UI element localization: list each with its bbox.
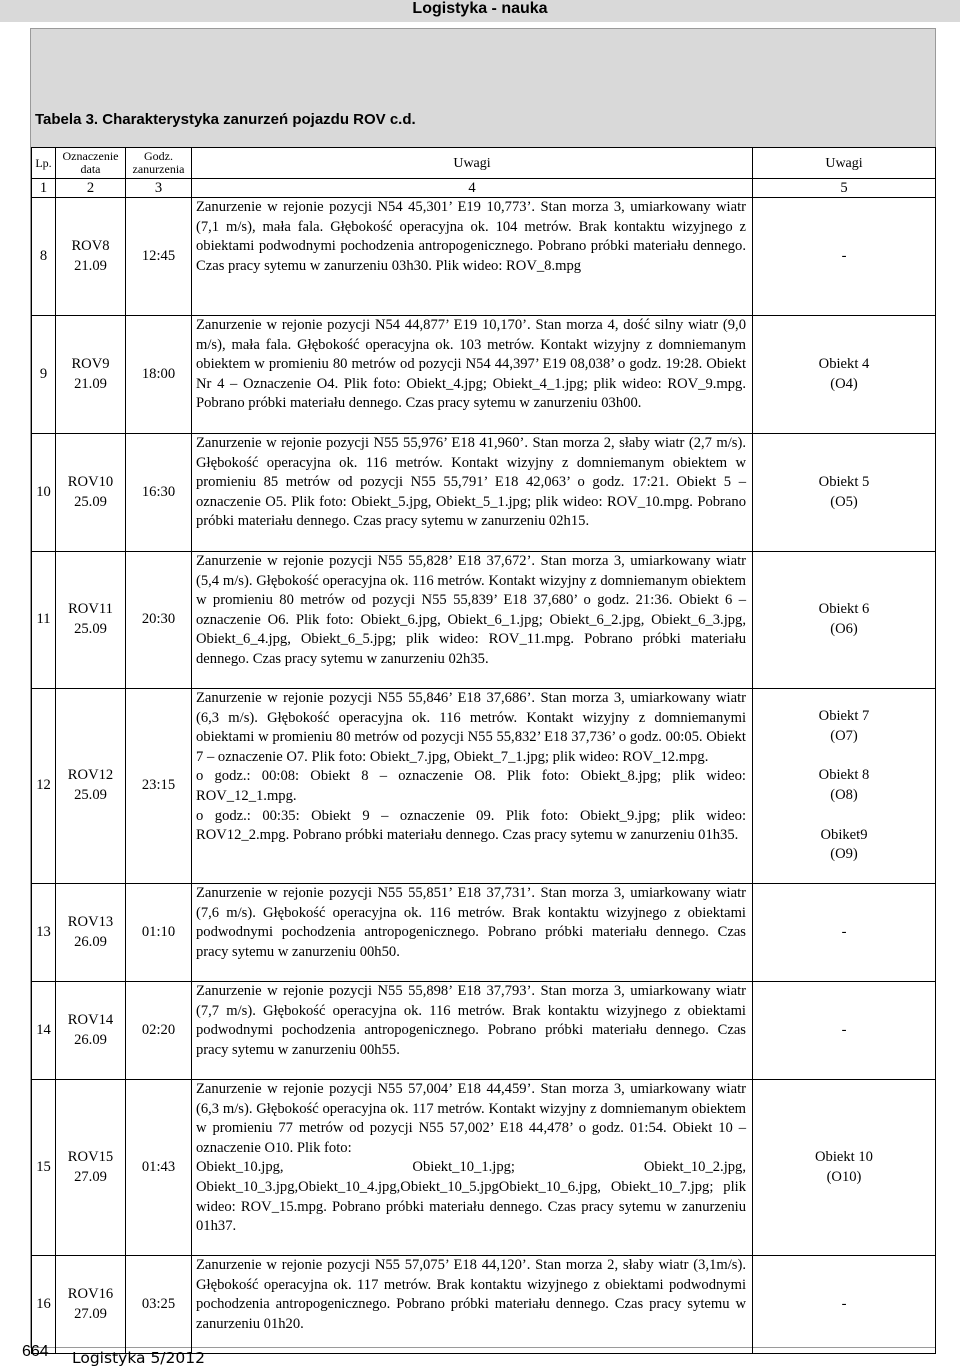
object-label: (O4)	[830, 375, 858, 392]
page-footer	[0, 1339, 960, 1372]
notes-paragraph: Zanurzenie w rejonie pozycji N55 55,846’ E18 37,686’. Stan morza 3, umiarkowany wiatr (6,3 m/s). Głębokość operacyjna ok. 116 metrów. Kontakt wizyjny z domniemanymi obiektami w promieniu 80 metrów od pozycji N55 55,832’ E18 37,736’ o godz. 00:05. Obiekt 7 – oznaczenie O7. Plik foto: Obiekt_7.jpg, Obiekt_7_1.jpg; plik wideo: ROV_12.mpg.	[196, 690, 746, 765]
object-label: Obiekt 7	[818, 708, 870, 725]
table-row	[32, 689, 936, 884]
table-caption-bar	[31, 29, 935, 147]
cell-time: 02:20	[126, 982, 192, 1080]
header-objects: Uwagi	[753, 148, 936, 179]
cell-lp: 9	[32, 316, 56, 434]
notes-paragraph: Zanurzenie w rejonie pozycji N55 55,976’ E18 41,960’. Stan morza 2, słaby wiatr (2,7 m/s). Głębokość operacyjna ok. 116 metrów. Kontakt wizyjny z domniemanym obiektem w promieniu 85 metrów od pozycji N55 55,791’ E18 42,063’ o godz. 17:21. Obiekt 5 – oznaczenie O5. Plik foto: Obiekt_5.jpg, Obiekt_5_1.jpg; plik wideo: ROV_10.mpg. Pobrano próbki materiału dennego. Czas pracy sytemu w zanurzeniu 02h15.	[196, 435, 746, 530]
notes-paragraph: Zanurzenie w rejonie pozycji N55 55,898’ E18 37,793’. Stan morza 3, umiarkowany wiatr (7,7 m/s). Głębokość operacyjna ok. 116 metrów. Brak kontaktu wizyjnego z obiektami podwodnymi pochodzenia antropogenicznego. Pobrano próbki materiału dennego. Czas pracy sytemu w zanurzeniu 00h55.	[196, 983, 746, 1058]
cell-time: 01:10	[126, 884, 192, 982]
cell-designation	[56, 434, 126, 552]
notes-paragraph: Obiekt_10.jpg, Obiekt_10_1.jpg; Obiekt_10_2.jpg, Obiekt_10_3.jpg,Obiekt_10_4.jpg,Obiekt_10_5.jpgObiekt_10_6.jpg, Obiekt_10_7.jpg; plik wideo: ROV_15.mpg. Pobrano próbki materiału dennego. Czas pracy sytemu w zanurzeniu 01h37.	[196, 1159, 746, 1235]
cell-designation	[56, 982, 126, 1080]
cell-objects	[753, 198, 936, 316]
cell-designation	[56, 689, 126, 884]
publication-name: Logistyka 5/2012	[72, 1349, 205, 1367]
object-label: -	[841, 923, 847, 940]
dives-table	[31, 147, 936, 1354]
rov-name: ROV8	[71, 237, 110, 254]
object-label: Obiekt 10	[815, 1148, 873, 1165]
object-label: (O10)	[826, 1168, 862, 1185]
table-row	[32, 884, 936, 982]
cell-lp: 12	[32, 689, 56, 884]
cell-notes	[192, 198, 753, 316]
cell-notes	[192, 434, 753, 552]
header-lp: Lp.	[32, 148, 56, 179]
notes-paragraph: Zanurzenie w rejonie pozycji N55 57,004’ E18 44,459’. Stan morza 3, umiarkowany wiatr (6,3 m/s). Głębokość operacyjna ok. 117 metrów. Kontakt wizyjny z domniemanym obiektem w promieniu 77 metrów od pozycji N55 57,002’ E18 44,478’ o godz. 01:54. Obiekt 10 – oznaczenie O10. Plik foto:	[196, 1081, 746, 1156]
object-label: -	[841, 1295, 847, 1312]
dive-date: 27.09	[74, 1168, 107, 1185]
table-row	[32, 982, 936, 1080]
rov-name: ROV11	[68, 601, 113, 618]
cell-designation	[56, 884, 126, 982]
cell-time: 20:30	[126, 552, 192, 689]
table-row	[32, 316, 936, 434]
notes-paragraph: Zanurzenie w rejonie pozycji N55 55,828’ E18 37,672’. Stan morza 3, umiarkowany wiatr (5,4 m/s). Głębokość operacyjna ok. 116 metrów. Kontakt wizyjny z domniemanym obiektem w promieniu 80 metrów od pozycji N55 55,839’ E18 37,680’ o godz. 21:36. Obiekt 6 – oznaczenie O6. Plik foto: Obiekt_6.jpg, Obiekt_6_1.jpg; Obiekt_6_2.jpg, Obiekt_6_3.jpg, Obiekt_6_4.jpg, Obiekt_6_5.jpg; plik wideo: ROV_11.mpg. Pobrano próbki materiału dennego. Czas pracy sytemu w zanurzeniu 02h35.	[196, 553, 746, 667]
table-caption: Tabela 3. Charakterystyka zanurzeń pojazdu ROV c.d.	[35, 111, 416, 128]
cell-lp: 15	[32, 1080, 56, 1256]
header-designation: Oznaczenie data	[56, 148, 126, 179]
cell-lp: 8	[32, 198, 56, 316]
col-number: 5	[753, 179, 936, 198]
cell-notes	[192, 1080, 753, 1256]
object-label: Obiekt 8	[818, 767, 870, 784]
notes-paragraph: Zanurzenie w rejonie pozycji N55 57,075’ E18 44,120’. Stan morza 2, słaby wiatr (3,1m/s). Głębokość operacyjna ok. 117 metrów. Brak kontaktu wizyjnego z obiektami podwodnymi pochodzenia antropogenicznego. Pobrano próbki materiału dennego. Czas pracy sytemu w zanurzeniu 01h20.	[196, 1257, 746, 1332]
cell-lp: 10	[32, 434, 56, 552]
table-row	[32, 1080, 936, 1256]
rov-name: ROV12	[67, 767, 114, 784]
cell-lp: 16	[32, 1256, 56, 1354]
table-frame	[30, 28, 936, 1348]
cell-designation	[56, 1080, 126, 1256]
running-title: Logistyka - nauka	[412, 0, 548, 17]
cell-lp: 14	[32, 982, 56, 1080]
cell-designation	[56, 552, 126, 689]
header-row	[32, 148, 936, 179]
cell-objects	[753, 884, 936, 982]
col-number: 2	[56, 179, 126, 198]
cell-time: 23:15	[126, 689, 192, 884]
table-row	[32, 552, 936, 689]
rov-name: ROV10	[67, 473, 114, 490]
cell-notes	[192, 884, 753, 982]
cell-notes	[192, 689, 753, 884]
notes-paragraph: o godz.: 00:35: Obiekt 9 – oznaczenie 09. Plik foto: Obiekt_9.jpg; plik wideo: ROV12_2.mpg. Pobrano próbki materiału dennego. Czas pracy sytemu w zanurzeniu 01h35.	[196, 807, 746, 844]
cell-designation	[56, 198, 126, 316]
dive-date: 26.09	[74, 933, 107, 950]
cell-time: 03:25	[126, 1256, 192, 1354]
notes-paragraph: Zanurzenie w rejonie pozycji N54 45,301’ E19 10,773’. Stan morza 3, umiarkowany wiatr (7,1 m/s), mała fala. Głębokość operacyjna ok. 104 metrów. Brak kontaktu wizyjnego z obiektami podwodnymi pochodzenia antropogenicznego. Pobrano próbki materiału dennego. Czas pracy sytemu w zanurzeniu 03h30. Plik wideo: ROV_8.mpg	[196, 199, 746, 274]
header-notes: Uwagi	[192, 148, 753, 179]
dive-date: 21.09	[74, 257, 107, 274]
dive-date: 26.09	[74, 1031, 107, 1048]
cell-time: 01:43	[126, 1080, 192, 1256]
rov-name: ROV16	[67, 1285, 114, 1302]
cell-objects	[753, 689, 936, 884]
cell-designation	[56, 316, 126, 434]
cell-notes	[192, 552, 753, 689]
col-number: 4	[192, 179, 753, 198]
object-label: (O8)	[830, 787, 858, 803]
rov-name: ROV9	[71, 355, 110, 372]
header-time: Godz. zanurzenia	[126, 148, 192, 179]
cell-objects	[753, 1080, 936, 1256]
object-label: (O6)	[830, 621, 858, 637]
object-label: Obiket9	[820, 826, 868, 843]
dive-date: 25.09	[74, 621, 107, 637]
cell-notes	[192, 316, 753, 434]
cell-time: 18:00	[126, 316, 192, 434]
dive-date: 27.09	[74, 1305, 107, 1322]
table-row	[32, 434, 936, 552]
column-numbers-row	[32, 179, 936, 198]
dive-date: 25.09	[74, 493, 107, 510]
running-header	[0, 0, 960, 22]
notes-paragraph: o godz.: 00:08: Obiekt 8 – oznaczenie O8. Plik foto: Obiekt_8.jpg; plik wideo: ROV_12_1.mpg.	[196, 768, 746, 804]
cell-lp: 13	[32, 884, 56, 982]
cell-objects	[753, 434, 936, 552]
object-label: (O7)	[830, 727, 858, 744]
object-label: Obiekt 5	[818, 473, 870, 490]
cell-time: 16:30	[126, 434, 192, 552]
col-number: 1	[32, 179, 56, 198]
object-label: -	[841, 247, 847, 264]
object-label: -	[841, 1021, 847, 1038]
dive-date: 21.09	[74, 375, 107, 392]
cell-objects	[753, 552, 936, 689]
object-label: Obiekt 6	[818, 601, 870, 618]
cell-objects	[753, 982, 936, 1080]
table-row	[32, 198, 936, 316]
notes-paragraph: Zanurzenie w rejonie pozycji N55 55,851’ E18 37,731’. Stan morza 3, umiarkowany wiatr (7,6 m/s). Głębokość operacyjna ok. 116 metrów. Brak kontaktu wizyjnego z obiektami podwodnymi pochodzenia antropogenicznego. Pobrano próbki materiału dennego. Czas pracy sytemu w zanurzeniu 00h50.	[196, 885, 746, 960]
rov-name: ROV14	[67, 1011, 114, 1028]
dive-date: 25.09	[74, 787, 107, 803]
object-label: Obiekt 4	[818, 355, 870, 372]
cell-objects	[753, 316, 936, 434]
cell-time: 12:45	[126, 198, 192, 316]
rov-name: ROV15	[67, 1148, 114, 1165]
object-label: (O9)	[830, 846, 858, 863]
col-number: 3	[126, 179, 192, 198]
table-body	[32, 148, 936, 1354]
object-label: (O5)	[830, 493, 858, 510]
notes-paragraph: Zanurzenie w rejonie pozycji N54 44,877’ E19 10,170’. Stan morza 4, dość silny wiatr (9,0 m/s), mała fala. Głębokość operacyjna ok. 103 metrów. Kontakt wizyjny z domniemanym obiektem w promieniu 80 metrów od pozycji N54 44,397’ E19 08,038’ o godz. 19:28. Obiekt Nr 4 – Oznaczenie O4. Plik foto: Obiekt_4.jpg; Obiekt_4_1.jpg; plik wideo: ROV_9.mpg. Pobrano próbki materiału dennego. Czas pracy sytemu w zanurzeniu 03h00.	[196, 317, 746, 412]
rov-name: ROV13	[67, 913, 114, 930]
cell-lp: 11	[32, 552, 56, 689]
page-number: 664	[22, 1343, 49, 1360]
cell-notes	[192, 982, 753, 1080]
